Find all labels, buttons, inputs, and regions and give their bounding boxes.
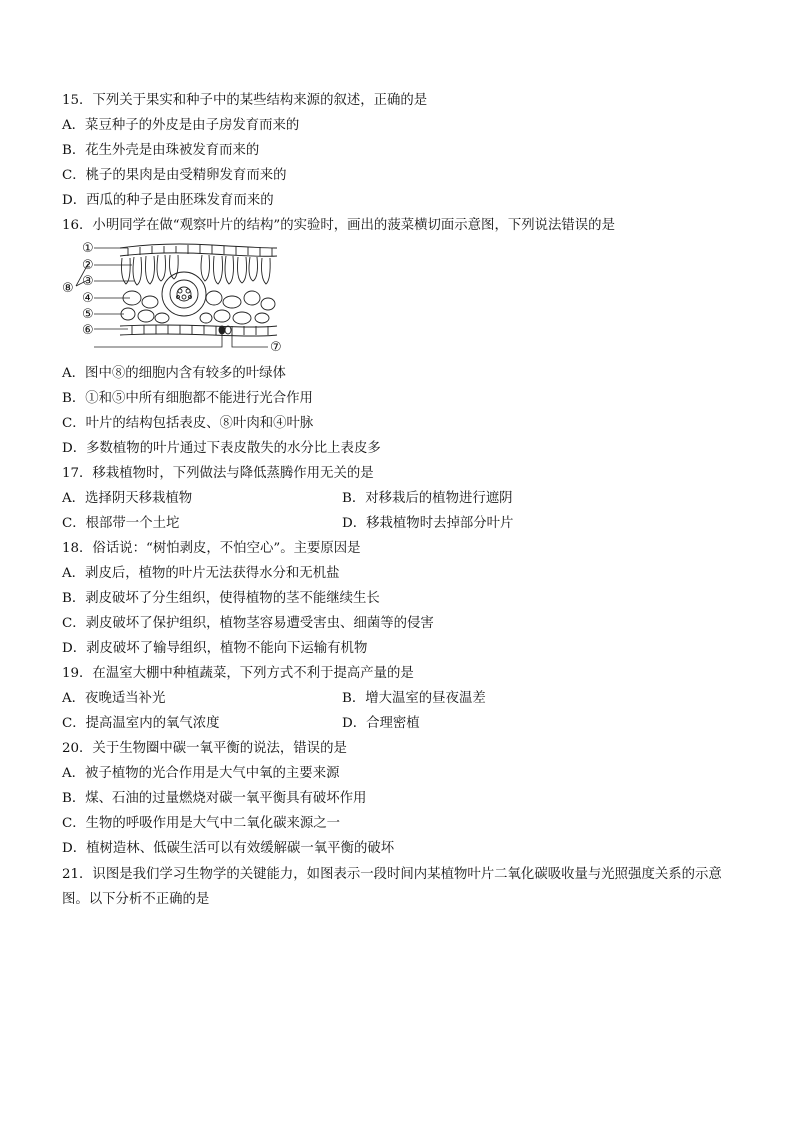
q18-option-c: C．剥皮破坏了保护组织，植物茎容易遭受害虫、细菌等的侵害 [62, 616, 434, 631]
q20-option-b: B．煤、石油的过量燃烧对碳一氧平衡具有破坏作用 [62, 791, 367, 806]
upper-cuticle [120, 244, 277, 248]
q19-option-b: B．增大温室的昼夜温差 [342, 691, 486, 706]
lower-epidermis-bottom [120, 334, 277, 336]
q15-option-b: B．花生外壳是由珠被发育而来的 [62, 143, 260, 158]
q16-option-d: D．多数植物的叶片通过下表皮散失的水分比上表皮多 [62, 441, 381, 456]
q20-option-a: A．被子植物的光合作用是大气中氧的主要来源 [62, 766, 340, 781]
q18-option-b: B．剥皮破坏了分生组织，使得植物的茎不能继续生长 [62, 591, 380, 606]
q21-stem: 21．识图是我们学习生物学的关键能力，如图表示一段时间内某植物叶片二氧化碳吸收量与光照强度关系的示意图。以下分析不正确的是 [62, 867, 722, 907]
label-5: ⑤ [82, 307, 94, 322]
q20-option-d: D．植树造林、低碳生活可以有效缓解碳一氧平衡的破坏 [62, 841, 395, 856]
q16-stem: 16．小明同学在做“观察叶片的结构”的实验时，画出的菠菜横切面示意图，下列说法错误的是 [62, 218, 615, 233]
q18-option-d: D．剥皮破坏了输导组织，植物不能向下运输有机物 [62, 641, 368, 656]
q16-option-a: A．图中⑧的细胞内含有较多的叶绿体 [62, 366, 286, 381]
q20-stem: 20．关于生物圈中碳一氧平衡的说法，错误的是 [62, 741, 347, 756]
q19-option-c: C．提高温室内的氧气浓度 [62, 716, 220, 731]
label-6: ⑥ [82, 323, 94, 338]
label-1: ① [82, 241, 94, 256]
label-2: ② [82, 258, 94, 273]
q17-option-a: A．选择阴天移栽植物 [62, 491, 193, 506]
upper-epidermis-line [120, 253, 277, 256]
q16-option-c: C．叶片的结构包括表皮、⑧叶肉和④叶脉 [62, 416, 314, 431]
q19-stem: 19．在温室大棚中种植蔬菜，下列方式不利于提高产量的是 [62, 666, 414, 681]
label-8: ⑧ [62, 281, 74, 296]
q15-option-c: C．桃子的果肉是由受精卵发育而来的 [62, 168, 287, 183]
q20-option-c: C．生物的呼吸作用是大气中二氧化碳来源之一 [62, 816, 341, 831]
q15-stem: 15．下列关于果实和种子中的某些结构来源的叙述，正确的是 [62, 93, 428, 108]
vein [162, 272, 206, 316]
leaf-cross-section-figure [62, 236, 302, 358]
label-7: ⑦ [270, 340, 282, 355]
q17-option-c: C．根部带一个土坨 [62, 516, 180, 531]
q15-option-d: D．西瓜的种子是由胚珠发育而来的 [62, 193, 274, 208]
upper-epidermis-cells [128, 245, 272, 256]
q19-option-d: D．合理密植 [342, 716, 420, 731]
palisade-cells [122, 255, 271, 285]
q17-option-d: D．移栽植物时去掉部分叶片 [342, 516, 514, 531]
leader-lines [76, 248, 268, 347]
label-3: ③ [82, 274, 94, 289]
q18-stem: 18．俗话说：“树怕剥皮，不怕空心”。主要原因是 [62, 541, 361, 556]
q16-option-b: B．①和⑤中所有细胞都不能进行光合作用 [62, 391, 313, 406]
q17-option-b: B．对移栽后的植物进行遮阴 [342, 491, 513, 506]
q18-option-a: A．剥皮后，植物的叶片无法获得水分和无机盐 [62, 566, 340, 581]
guard-cells [219, 326, 231, 334]
q17-stem: 17．移栽植物时，下列做法与降低蒸腾作用无关的是 [62, 466, 374, 481]
label-4: ④ [82, 291, 94, 306]
lower-epidermis-cells [132, 325, 268, 335]
q15-option-a: A．菜豆种子的外皮是由子房发育而来的 [62, 118, 300, 133]
q19-option-a: A．夜晚适当补光 [62, 691, 166, 706]
